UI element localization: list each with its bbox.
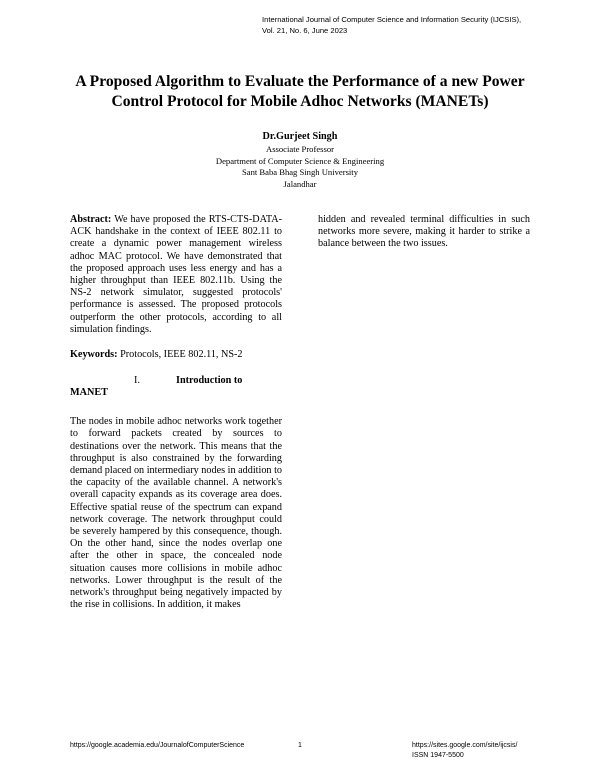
footer-center bbox=[298, 741, 302, 751]
abstract-label: Abstract: bbox=[70, 214, 112, 225]
author-university: Sant Baba Bhag Singh University bbox=[241, 167, 358, 177]
author-block bbox=[100, 130, 500, 190]
right-column bbox=[318, 214, 530, 251]
journal-volume: Vol. 21, No. 6, June 2023 bbox=[262, 26, 348, 35]
abstract-text: We have proposed the RTS-CTS-DATA-ACK handshake in the context of IEEE 802.11 to create a dynamic power management wireless adhoc MAC protocol. We have demonstrated that the proposed approach uses less energy and has a higher throughput than IEEE 802.11b. Using the NS-2 network simulator, suggested protocols' performance is assessed. The proposed protocols outperform the other protocols, according to all simulation findings. bbox=[70, 214, 282, 335]
section-title: Introduction to MANET bbox=[70, 375, 243, 399]
keywords-text: Protocols, IEEE 802.11, NS-2 bbox=[120, 349, 243, 361]
section-number: I. bbox=[134, 375, 140, 387]
section-heading bbox=[70, 375, 282, 399]
intro-paragraph: The nodes in mobile adhoc networks work together to forward packets created by sources to destinations over the network. This means that the throughput is also constrained by the forwarding demand placed on intermediary nodes in addition to the capacity of the available channel. A network's overall capacity expands as its coverage area does. Effective spatial reuse of the spectrum can expand network coverage. The network throughput could be severely hampered by this consequence, though. On the other hand, since the nodes overlap one after the other in space, the concealed node situation causes more collisions in mobile adhoc networks. Lower throughput is the result of the network's throughput being negatively impacted by the rise in collisions. In addition, it makes bbox=[70, 416, 282, 611]
paper-title-line-2: Control Protocol for Mobile Adhoc Networks (MANETs) bbox=[111, 92, 489, 110]
abstract bbox=[70, 214, 282, 336]
paper-title bbox=[40, 72, 560, 111]
author-department: Department of Computer Science & Engineering bbox=[215, 155, 385, 166]
footer-right bbox=[412, 741, 517, 761]
footer-sites-link[interactable]: https://sites.google.com/site/ijcsis/ bbox=[412, 742, 518, 749]
journal-name: International Journal of Computer Science and Information Security (IJCSIS), bbox=[262, 15, 522, 24]
page-number: 1 bbox=[298, 742, 302, 749]
left-column bbox=[70, 214, 282, 611]
author-position: Associate Professor bbox=[265, 144, 335, 154]
footer-left bbox=[70, 741, 244, 751]
keywords bbox=[70, 349, 282, 361]
intro-paragraph-continuation: hidden and revealed terminal difficulties in such networks more severe, making it harder to strike a balance between the two issues. bbox=[318, 214, 530, 250]
footer-issn: ISSN 1947-5500 bbox=[412, 752, 464, 759]
footer-academia-link[interactable]: https://google.academia.edu/JournalofComputerScience bbox=[70, 742, 245, 749]
journal-header bbox=[262, 14, 562, 36]
author-name: Dr.Gurjeet Singh bbox=[262, 131, 338, 142]
paper-title-line-1: A Proposed Algorithm to Evaluate the Performance of a new Power bbox=[75, 73, 525, 90]
keywords-label: Keywords: bbox=[70, 349, 118, 361]
author-city: Jalandhar bbox=[283, 178, 317, 189]
